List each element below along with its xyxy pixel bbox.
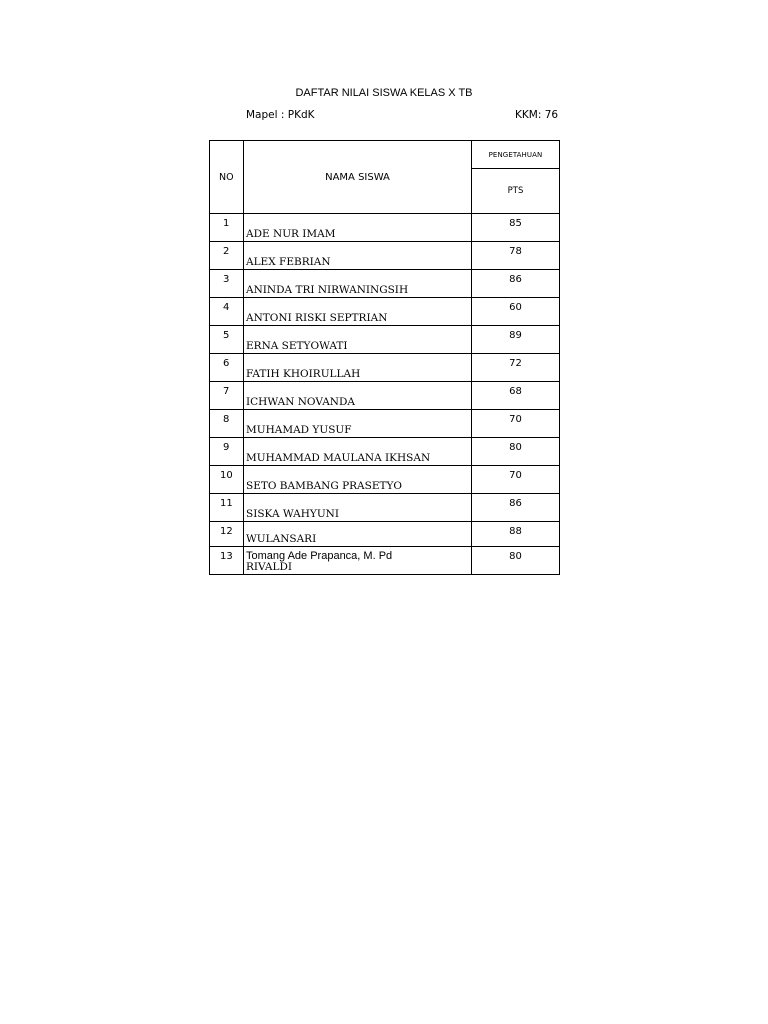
student-score: 80 <box>472 547 560 575</box>
student-name: WULANSARI <box>244 522 472 547</box>
table-row <box>210 298 560 326</box>
grades-table <box>209 140 560 575</box>
row-number: 3 <box>210 270 244 298</box>
student-name: FATIH KHOIRULLAH <box>244 354 472 382</box>
header-name: NAMA SISWA <box>244 141 472 214</box>
student-name: SISKA WAHYUNI <box>244 494 472 522</box>
student-score: 70 <box>472 466 560 494</box>
student-name: RIVALDI <box>244 547 472 575</box>
student-score: 80 <box>472 438 560 466</box>
table-row <box>210 326 560 354</box>
student-score: 86 <box>472 494 560 522</box>
row-number: 7 <box>210 382 244 410</box>
student-score: 72 <box>472 354 560 382</box>
header-pts: PTS <box>472 169 560 214</box>
table-row <box>210 270 560 298</box>
student-name: ERNA SETYOWATI <box>244 326 472 354</box>
student-name: ANTONI RISKI SEPTRIAN <box>244 298 472 326</box>
table-row <box>210 466 560 494</box>
student-score: 89 <box>472 326 560 354</box>
student-name: ADE NUR IMAM <box>244 214 472 242</box>
header-no: NO <box>210 141 244 214</box>
row-number: 4 <box>210 298 244 326</box>
row-number: 13 <box>210 547 244 575</box>
student-score: 88 <box>472 522 560 547</box>
row-number: 1 <box>210 214 244 242</box>
row-number: 6 <box>210 354 244 382</box>
row-number: 10 <box>210 466 244 494</box>
student-score: 60 <box>472 298 560 326</box>
row-number: 9 <box>210 438 244 466</box>
table-row <box>210 242 560 270</box>
student-score: 68 <box>472 382 560 410</box>
student-name: ICHWAN NOVANDA <box>244 382 472 410</box>
student-name: MUHAMMAD MAULANA IKHSAN <box>244 438 472 466</box>
table-row <box>210 438 560 466</box>
table-row <box>210 354 560 382</box>
header-pengetahuan: PENGETAHUAN <box>472 141 560 169</box>
student-name: ANINDA TRI NIRWANINGSIH <box>244 270 472 298</box>
table-row <box>210 494 560 522</box>
student-name: MUHAMAD YUSUF <box>244 410 472 438</box>
table-row <box>210 214 560 242</box>
student-score: 86 <box>472 270 560 298</box>
document-title: DAFTAR NILAI SISWA KELAS X TB <box>295 87 473 99</box>
subject-label: Mapel : PKdK <box>246 109 315 121</box>
student-score: 85 <box>472 214 560 242</box>
kkm-label: KKM: 76 <box>515 109 559 121</box>
student-score: 78 <box>472 242 560 270</box>
row-number: 2 <box>210 242 244 270</box>
student-name: SETO BAMBANG PRASETYO <box>244 466 472 494</box>
row-number: 12 <box>210 522 244 547</box>
student-score: 70 <box>472 410 560 438</box>
signer-name: Tomang Ade Prapanca, M. Pd <box>246 550 393 562</box>
table-row <box>210 522 560 547</box>
table-row <box>210 410 560 438</box>
student-name: ALEX FEBRIAN <box>244 242 472 270</box>
row-number: 11 <box>210 494 244 522</box>
table-row <box>210 382 560 410</box>
row-number: 8 <box>210 410 244 438</box>
row-number: 5 <box>210 326 244 354</box>
